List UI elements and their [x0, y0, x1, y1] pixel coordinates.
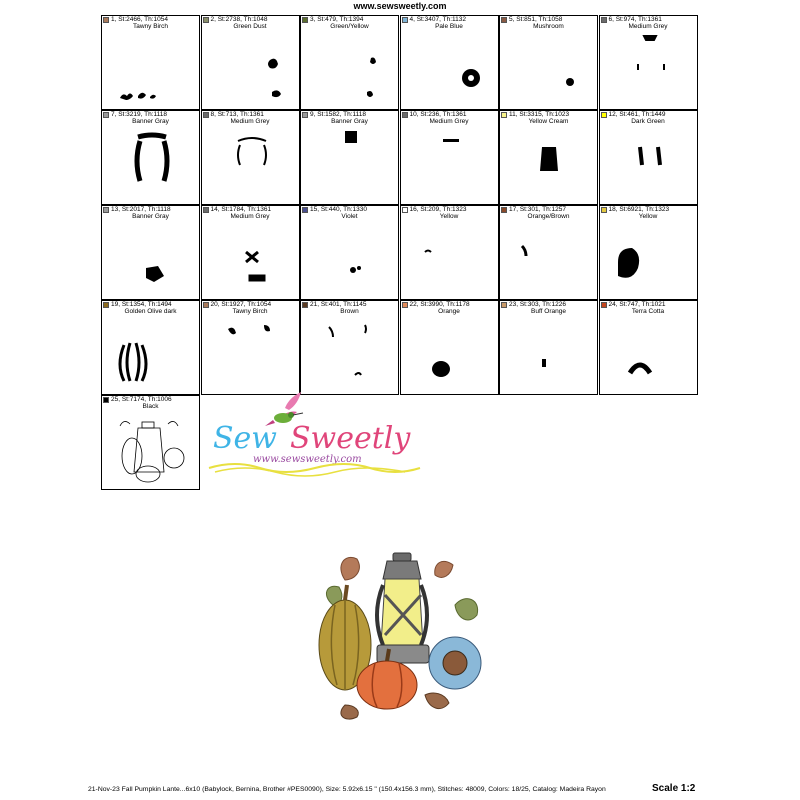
color-name: Yellow	[439, 213, 459, 220]
stitch-preview	[202, 16, 300, 110]
site-url: www.sewsweetly.com	[353, 1, 447, 11]
stitch-preview	[600, 206, 698, 300]
color-name: Dark Green	[631, 118, 665, 125]
stitch-preview	[301, 301, 399, 395]
stitch-preview	[202, 301, 300, 395]
color-cell	[201, 15, 300, 110]
stitch-preview	[202, 111, 300, 205]
scale-label: Scale 1:2	[652, 783, 696, 794]
color-cell	[300, 110, 399, 205]
color-cell	[201, 205, 300, 300]
color-stitch-info: 24, St:747, Th:1021	[608, 301, 666, 308]
color-cell	[101, 110, 200, 205]
color-cell	[300, 300, 399, 395]
color-name: Tawny Birch	[232, 308, 268, 315]
logo-url-text: www.sewsweetly.com	[253, 454, 362, 465]
color-stitch-info: 1, St:2466, Th:1054	[111, 16, 168, 23]
color-stitch-info: 3, St:479, Th:1394	[310, 16, 364, 23]
color-cell	[201, 110, 300, 205]
color-name: Pale Blue	[435, 23, 463, 30]
color-stitch-info: 18, St:6921, Th:1323	[608, 206, 670, 213]
color-stitch-info: 25, St:7174, Th:1006	[111, 396, 172, 403]
color-stitch-info: 2, St:2738, Th:1048	[210, 16, 268, 23]
color-stitch-info: 22, St:3990, Th:1178	[409, 301, 470, 308]
stitch-preview	[102, 396, 200, 490]
color-cell	[400, 15, 499, 110]
color-stitch-info: 9, St:1582, Th:1118	[310, 111, 367, 118]
stitch-preview	[102, 301, 200, 395]
color-cell	[300, 205, 399, 300]
color-cell	[400, 300, 499, 395]
logo-sew-text: Sew	[213, 421, 277, 456]
stitch-preview	[500, 206, 598, 300]
color-name: Mushroom	[533, 23, 564, 30]
stitch-preview	[401, 206, 499, 300]
color-name: Tawny Birch	[132, 23, 169, 30]
color-cell	[201, 300, 300, 395]
color-cell	[599, 15, 698, 110]
color-stitch-info: 21, St:401, Th:1145	[310, 301, 367, 308]
color-name: Green/Yellow	[330, 23, 369, 30]
color-stitch-info: 5, St:851, Th:1058	[509, 16, 563, 23]
color-stitch-info: 10, St:236, Th:1361	[409, 111, 467, 118]
stitch-preview	[102, 16, 200, 110]
color-cell	[400, 205, 499, 300]
color-name: Banner Gray	[331, 118, 368, 125]
color-stitch-info: 8, St:713, Th:1361	[210, 111, 264, 118]
color-cell	[599, 300, 698, 395]
stitch-preview	[301, 16, 399, 110]
color-stitch-info: 6, St:974, Th:1361	[608, 16, 662, 23]
color-cell	[499, 300, 598, 395]
color-stitch-info: 19, St:1354, Th:1494	[111, 301, 172, 308]
stitch-preview	[102, 111, 200, 205]
color-stitch-info: 14, St:1784, Th:1361	[210, 206, 272, 213]
color-stitch-info: 20, St:1927, Th:1054	[210, 301, 272, 308]
stitch-preview	[500, 111, 598, 205]
color-name: Medium Grey	[230, 213, 270, 220]
color-stitch-info: 12, St:461, Th:1449	[608, 111, 666, 118]
color-name: Orange/Brown	[527, 213, 570, 220]
color-name: Yellow	[638, 213, 658, 220]
color-name: Medium Grey	[628, 23, 668, 30]
color-cell	[499, 205, 598, 300]
color-stitch-info: 17, St:301, Th:1257	[509, 206, 566, 213]
stitch-preview	[301, 111, 399, 205]
stitch-preview	[600, 301, 698, 395]
color-cell	[599, 110, 698, 205]
stitch-preview	[600, 111, 698, 205]
color-name: Orange	[438, 308, 460, 315]
stitch-preview	[401, 301, 499, 395]
color-cell	[400, 110, 499, 205]
color-name: Green Dust	[233, 23, 267, 30]
stitch-preview	[202, 206, 300, 300]
color-stitch-info: 7, St:3219, Th:1118	[111, 111, 168, 118]
color-name: Violet	[341, 213, 358, 220]
color-stitch-info: 16, St:209, Th:1323	[409, 206, 467, 213]
stitch-preview	[600, 16, 698, 110]
stitch-preview	[401, 111, 499, 205]
color-cell	[599, 205, 698, 300]
sew-sweetly-logo	[205, 388, 425, 478]
color-name: Medium Grey	[230, 118, 270, 125]
color-name: Terra Cotta	[631, 308, 665, 315]
color-stitch-info: 23, St:303, Th:1226	[509, 301, 566, 308]
color-name: Buff Orange	[531, 308, 566, 315]
color-cell	[499, 15, 598, 110]
color-cell	[101, 300, 200, 395]
stitch-preview	[401, 16, 499, 110]
color-cell	[101, 205, 200, 300]
color-stitch-info: 11, St:3315, Th:1023	[509, 111, 570, 118]
color-name: Medium Grey	[429, 118, 469, 125]
color-name: Black	[142, 403, 159, 410]
color-stitch-info: 4, St:3407, Th:1132	[409, 16, 466, 23]
color-name: Banner Gray	[132, 213, 169, 220]
stitch-preview	[301, 206, 399, 300]
color-stitch-info: 15, St:440, Th:1330	[310, 206, 367, 213]
logo-sweetly-text: Sweetly	[290, 421, 411, 456]
color-cell	[499, 110, 598, 205]
color-name: Brown	[340, 308, 359, 315]
color-name: Banner Gray	[132, 118, 169, 125]
fall-pumpkin-lantern-artwork	[305, 545, 495, 725]
color-stitch-info: 13, St:2017, Th:1118	[111, 206, 171, 213]
footer-info: 21-Nov-23 Fall Pumpkin Lante...6x10 (Babylock, Bernina, Brother #PES0090), Size: 5.92x6.15 " (150.4x156.3 mm), Stitches: 48009, Colors: 18/25, Catalog: Madeira Rayon	[88, 786, 606, 793]
color-name: Golden Olive dark	[124, 308, 177, 315]
stitch-preview	[500, 301, 598, 395]
color-cell	[101, 15, 200, 110]
color-cell	[300, 15, 399, 110]
color-cell	[101, 395, 200, 490]
stitch-preview	[102, 206, 200, 300]
color-name: Yellow Cream	[528, 118, 569, 125]
stitch-preview	[500, 16, 598, 110]
